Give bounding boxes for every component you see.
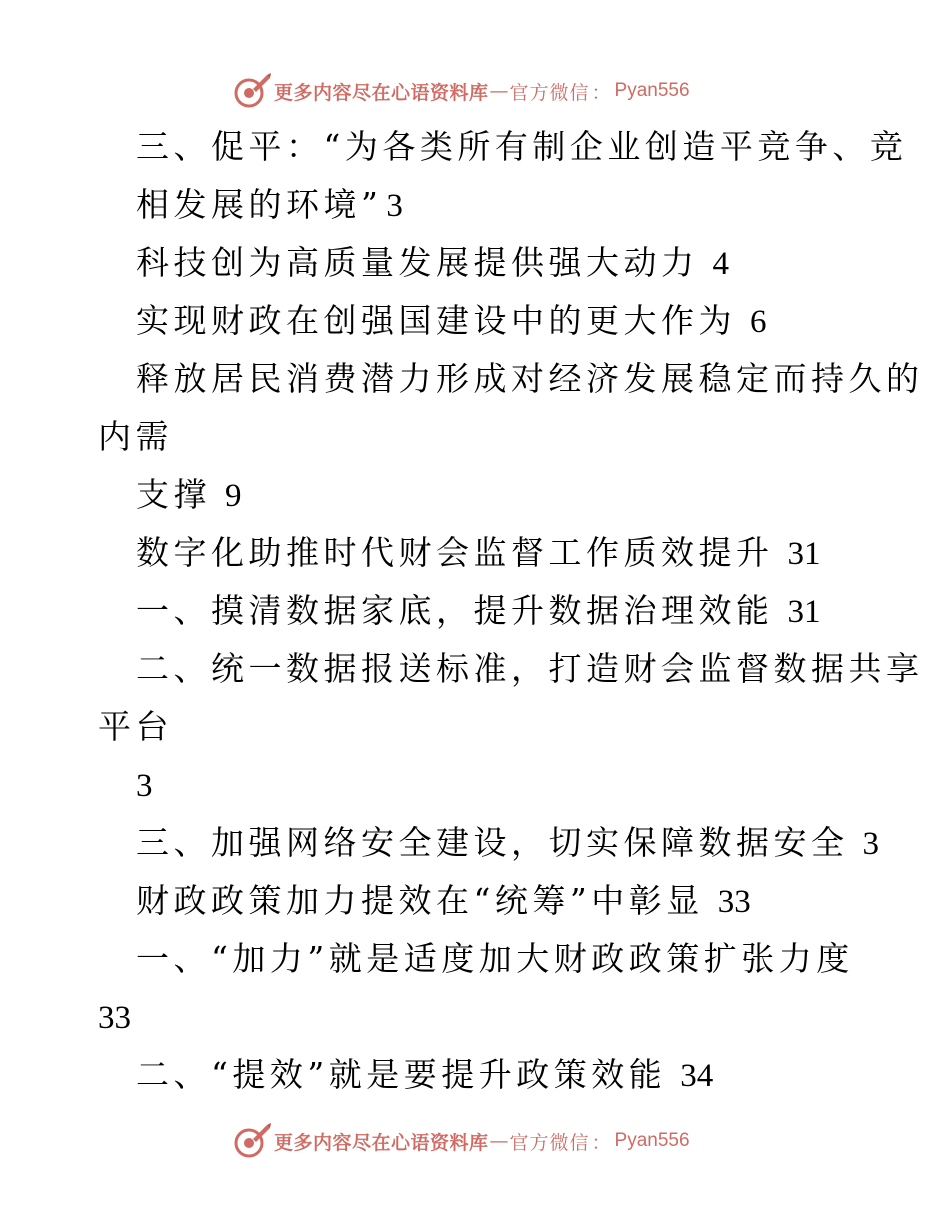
toc-line bbox=[136, 582, 821, 640]
watermark-dash: — bbox=[489, 1130, 509, 1152]
toc-line-text: 二、统一数据报送标准，打造财会监督数据共享 bbox=[136, 649, 924, 688]
toc-line bbox=[136, 292, 767, 350]
toc-line bbox=[98, 408, 173, 466]
toc-page-number: 34 bbox=[680, 1058, 714, 1094]
watermark-separator: ： bbox=[591, 81, 611, 104]
toc-page-number: 3 bbox=[386, 188, 403, 224]
watermark-header bbox=[233, 71, 713, 111]
toc-line-text: 支撑 bbox=[136, 475, 211, 514]
toc-line-text: 一、摸清数据家底，提升数据治理效能 bbox=[136, 591, 774, 630]
toc-page-number: 33 bbox=[98, 1000, 131, 1036]
toc-page-number: 33 bbox=[717, 884, 751, 920]
watermark-brand: 更多内容尽在心语资料库 bbox=[274, 1131, 489, 1154]
toc-line bbox=[136, 234, 729, 292]
pen-logo-icon bbox=[233, 1121, 273, 1161]
toc-page-number: 6 bbox=[750, 304, 767, 340]
watermark-wechat-id: Pyan556 bbox=[614, 1130, 690, 1151]
toc-line-text: 实现财政在创强国建设中的更大作为 bbox=[136, 301, 736, 340]
toc-line-text: 数字化助推时代财会监督工作质效提升 bbox=[136, 533, 774, 572]
toc-line-text: 二、“提效”就是要提升政策效能 bbox=[136, 1055, 667, 1094]
toc-page-number: 4 bbox=[712, 246, 729, 282]
toc-line bbox=[136, 118, 907, 176]
toc-line bbox=[136, 640, 924, 698]
toc-line bbox=[136, 1046, 713, 1104]
toc-line bbox=[136, 350, 924, 408]
toc-line-text: 相发展的环境” bbox=[136, 185, 383, 224]
toc-line bbox=[136, 524, 821, 582]
watermark-dash: — bbox=[489, 80, 509, 102]
toc-line bbox=[136, 466, 242, 524]
toc-line bbox=[98, 698, 173, 756]
watermark-wechat-label: 官方微信 bbox=[509, 1131, 590, 1154]
toc-page-number: 9 bbox=[225, 478, 242, 514]
watermark-separator: ： bbox=[591, 1131, 611, 1154]
toc-page-number: 31 bbox=[787, 536, 821, 572]
watermark-brand: 更多内容尽在心语资料库 bbox=[274, 81, 489, 104]
toc-line-text: 科技创为高质量发展提供强大动力 bbox=[136, 243, 699, 282]
toc-page-number: 31 bbox=[787, 594, 821, 630]
toc-line-text: 三、加强网络安全建设，切实保障数据安全 bbox=[136, 823, 849, 862]
toc-line-text: 内需 bbox=[98, 417, 173, 456]
pen-logo-icon bbox=[233, 71, 273, 111]
watermark-wechat-id: Pyan556 bbox=[614, 80, 690, 101]
toc-line bbox=[136, 872, 751, 930]
toc-page-number: 3 bbox=[136, 768, 153, 804]
toc-line bbox=[98, 988, 131, 1046]
toc-line bbox=[136, 176, 403, 234]
toc-line-text: 平台 bbox=[98, 707, 173, 746]
toc-line-text: 财政政策加力提效在“统筹”中彰显 bbox=[136, 881, 704, 920]
watermark-footer bbox=[233, 1121, 713, 1161]
toc-line bbox=[136, 814, 879, 872]
toc-line-text: 一、“加力”就是适度加大财政政策扩张力度 bbox=[136, 939, 854, 978]
watermark-wechat-label: 官方微信 bbox=[509, 81, 590, 104]
toc-page-number: 3 bbox=[862, 826, 879, 862]
toc-line bbox=[136, 930, 854, 988]
toc-line-text: 释放居民消费潜力形成对经济发展稳定而持久的 bbox=[136, 359, 924, 398]
toc-line-text: 三、促平：“为各类所有制企业创造平竞争、竞 bbox=[136, 127, 908, 166]
toc-line bbox=[136, 756, 153, 814]
